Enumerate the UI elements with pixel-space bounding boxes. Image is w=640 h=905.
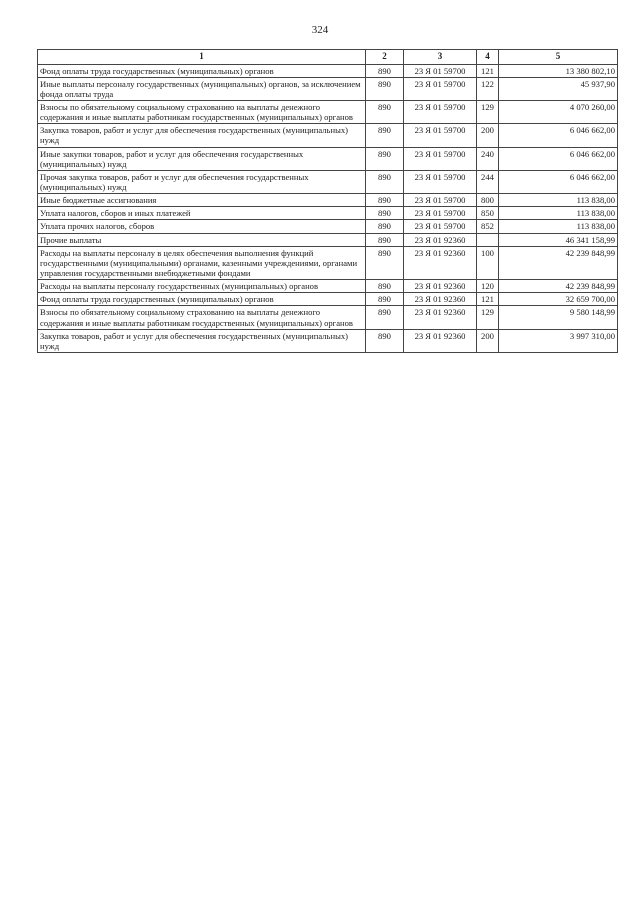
table-row	[38, 64, 618, 77]
row-dept-code-cell: 890	[366, 194, 404, 207]
header-col-5: 5	[499, 50, 618, 65]
row-name-cell: Иные выплаты персоналу государственных (муниципальных) органов, за исключением фонда оплаты труда	[38, 77, 366, 100]
row-target-article-cell: 23 Я 01 92360	[404, 293, 477, 306]
table-row	[38, 306, 618, 329]
table-row	[38, 293, 618, 306]
row-expense-type-cell	[477, 233, 499, 246]
row-name-cell: Фонд оплаты труда государственных (муниципальных) органов	[38, 64, 366, 77]
table-row	[38, 246, 618, 279]
budget-table	[37, 49, 618, 353]
header-col-3: 3	[404, 50, 477, 65]
row-target-article-cell: 23 Я 01 59700	[404, 77, 477, 100]
row-name-cell: Уплата налогов, сборов и иных платежей	[38, 207, 366, 220]
row-name-cell: Фонд оплаты труда государственных (муниципальных) органов	[38, 293, 366, 306]
row-dept-code-cell: 890	[366, 124, 404, 147]
row-expense-type-cell: 200	[477, 124, 499, 147]
row-target-article-cell: 23 Я 01 59700	[404, 207, 477, 220]
row-target-article-cell: 23 Я 01 59700	[404, 220, 477, 233]
row-amount-cell: 6 046 662,00	[499, 170, 618, 193]
table-row	[38, 207, 618, 220]
table-header-row	[38, 50, 618, 65]
row-target-article-cell: 23 Я 01 59700	[404, 170, 477, 193]
row-name-cell: Взносы по обязательному социальному страхованию на выплаты денежного содержания и иные выплаты работникам государственных (муниципальных) органов	[38, 306, 366, 329]
row-target-article-cell: 23 Я 01 59700	[404, 147, 477, 170]
row-amount-cell: 4 070 260,00	[499, 101, 618, 124]
row-amount-cell: 13 380 802,10	[499, 64, 618, 77]
row-target-article-cell: 23 Я 01 92360	[404, 306, 477, 329]
table-row	[38, 233, 618, 246]
row-expense-type-cell: 244	[477, 170, 499, 193]
header-col-1: 1	[38, 50, 366, 65]
page-number: 324	[311, 24, 329, 36]
table-row	[38, 77, 618, 100]
row-name-cell: Иные закупки товаров, работ и услуг для обеспечения государственных (муниципальных) нужд	[38, 147, 366, 170]
table-row	[38, 194, 618, 207]
row-target-article-cell: 23 Я 01 59700	[404, 124, 477, 147]
row-expense-type-cell: 800	[477, 194, 499, 207]
row-target-article-cell: 23 Я 01 59700	[404, 64, 477, 77]
row-name-cell: Расходы на выплаты персоналу в целях обеспечения выполнения функций государственными (муниципальными) органами, казенными учреждениями, органами управления государственными внебюджетными фондами	[38, 246, 366, 279]
table-row	[38, 101, 618, 124]
row-amount-cell: 46 341 158,99	[499, 233, 618, 246]
row-dept-code-cell: 890	[366, 306, 404, 329]
row-amount-cell: 45 937,90	[499, 77, 618, 100]
row-dept-code-cell: 890	[366, 101, 404, 124]
row-name-cell: Взносы по обязательному социальному страхованию на выплаты денежного содержания и иные выплаты работникам государственных (муниципальных) органов	[38, 101, 366, 124]
row-name-cell: Иные бюджетные ассигнования	[38, 194, 366, 207]
row-name-cell: Закупка товаров, работ и услуг для обеспечения государственных (муниципальных) нужд	[38, 329, 366, 352]
row-amount-cell: 42 239 848,99	[499, 280, 618, 293]
row-amount-cell: 113 838,00	[499, 220, 618, 233]
row-target-article-cell: 23 Я 01 59700	[404, 194, 477, 207]
row-name-cell: Прочие выплаты	[38, 233, 366, 246]
row-amount-cell: 113 838,00	[499, 207, 618, 220]
row-target-article-cell: 23 Я 01 92360	[404, 329, 477, 352]
row-target-article-cell: 23 Я 01 59700	[404, 101, 477, 124]
row-expense-type-cell: 852	[477, 220, 499, 233]
row-expense-type-cell: 850	[477, 207, 499, 220]
row-name-cell: Закупка товаров, работ и услуг для обеспечения государственных (муниципальных) нужд	[38, 124, 366, 147]
header-col-2: 2	[366, 50, 404, 65]
row-dept-code-cell: 890	[366, 220, 404, 233]
row-dept-code-cell: 890	[366, 233, 404, 246]
row-target-article-cell: 23 Я 01 92360	[404, 233, 477, 246]
table-row	[38, 170, 618, 193]
row-expense-type-cell: 122	[477, 77, 499, 100]
table-row	[38, 124, 618, 147]
row-amount-cell: 6 046 662,00	[499, 124, 618, 147]
row-expense-type-cell: 100	[477, 246, 499, 279]
row-dept-code-cell: 890	[366, 293, 404, 306]
row-target-article-cell: 23 Я 01 92360	[404, 246, 477, 279]
row-amount-cell: 9 580 148,99	[499, 306, 618, 329]
row-expense-type-cell: 121	[477, 64, 499, 77]
row-expense-type-cell: 200	[477, 329, 499, 352]
row-amount-cell: 3 997 310,00	[499, 329, 618, 352]
row-dept-code-cell: 890	[366, 77, 404, 100]
row-expense-type-cell: 129	[477, 101, 499, 124]
row-dept-code-cell: 890	[366, 147, 404, 170]
row-expense-type-cell: 120	[477, 280, 499, 293]
row-name-cell: Уплата прочих налогов, сборов	[38, 220, 366, 233]
table-row	[38, 329, 618, 352]
row-dept-code-cell: 890	[366, 329, 404, 352]
row-amount-cell: 6 046 662,00	[499, 147, 618, 170]
row-expense-type-cell: 129	[477, 306, 499, 329]
table-row	[38, 280, 618, 293]
row-amount-cell: 32 659 700,00	[499, 293, 618, 306]
row-name-cell: Прочая закупка товаров, работ и услуг для обеспечения государственных (муниципальных) нужд	[38, 170, 366, 193]
row-dept-code-cell: 890	[366, 246, 404, 279]
row-expense-type-cell: 121	[477, 293, 499, 306]
row-target-article-cell: 23 Я 01 92360	[404, 280, 477, 293]
header-col-4: 4	[477, 50, 499, 65]
table-row	[38, 220, 618, 233]
row-dept-code-cell: 890	[366, 207, 404, 220]
row-amount-cell: 113 838,00	[499, 194, 618, 207]
row-name-cell: Расходы на выплаты персоналу государственных (муниципальных) органов	[38, 280, 366, 293]
table-row	[38, 147, 618, 170]
row-expense-type-cell: 240	[477, 147, 499, 170]
row-amount-cell: 42 239 848,99	[499, 246, 618, 279]
row-dept-code-cell: 890	[366, 280, 404, 293]
row-dept-code-cell: 890	[366, 64, 404, 77]
row-dept-code-cell: 890	[366, 170, 404, 193]
